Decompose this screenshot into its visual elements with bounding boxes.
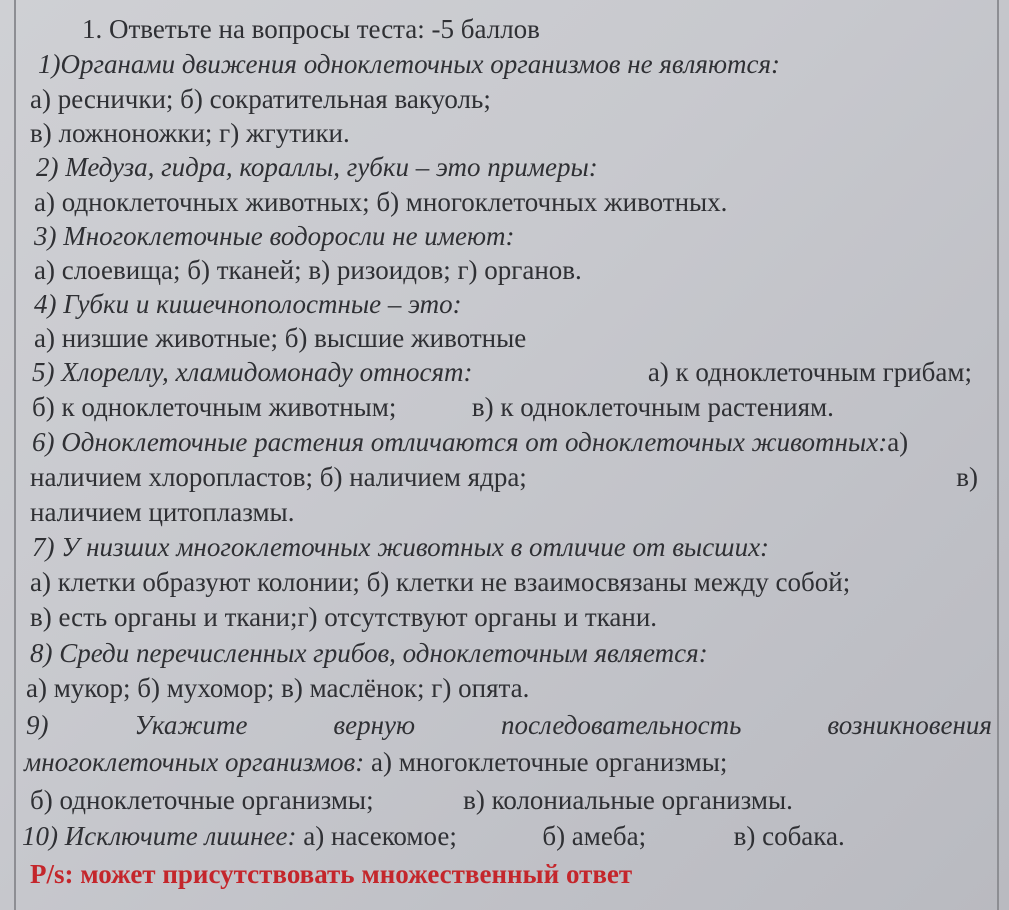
q5-option-b: б) к одноклеточным животным; <box>32 392 397 422</box>
q5-option-c: в) к одноклеточным растениям. <box>471 392 834 422</box>
question-4: 4) Губки и кишечнополостные – это: <box>34 289 462 319</box>
question-9-line-1 <box>26 708 992 742</box>
question-7: 7) У низших многоклеточных животных в отличие от высших: <box>32 532 770 562</box>
q9-option-b: б) одноклеточные организмы; <box>30 785 374 815</box>
q6-option-a-b: наличием хлоропластов; б) наличием ядра; <box>30 462 527 492</box>
q7-options-line-1: а) клетки образуют колонии; б) клетки не взаимосвязаны между собой; <box>30 567 851 597</box>
q9-word-4: последовательность <box>500 710 742 740</box>
test-heading: 1. Ответьте на вопросы теста: -5 баллов <box>82 14 540 44</box>
q5-options-row <box>32 390 834 424</box>
q2-options: а) одноклеточных животных; б) многоклеточных животных. <box>34 187 728 217</box>
question-9-line-2 <box>24 745 727 779</box>
q4-options: а) низшие животные; б) высшие животные <box>34 323 527 353</box>
q1-options-line-2: в) ложноножки; г) жгутики. <box>30 118 350 148</box>
question-10-row <box>22 819 845 853</box>
q9-option-c: в) колониальные организмы. <box>463 785 793 815</box>
q1-options-line-1: а) реснички; б) сократительная вакуоль; <box>30 84 491 114</box>
q6-option-a-marker: а) <box>887 427 909 457</box>
question-2: 2) Медуза, гидра, кораллы, губки – это примеры: <box>36 152 598 182</box>
question-10: 10) Исключите лишнее: <box>22 821 297 851</box>
question-3: 3) Многоклеточные водоросли не имеют: <box>34 221 515 251</box>
q6-option-c-marker: в) <box>956 462 978 492</box>
q6-options-row <box>30 460 978 494</box>
question-6: 6) Одноклеточные растения отличаются от одноклеточных животных: <box>32 427 888 457</box>
question-8: 8) Среди перечисленных грибов, одноклеточным является: <box>30 638 708 668</box>
q9-option-a: а) многоклеточные организмы; <box>370 747 728 777</box>
question-6-row <box>32 425 908 459</box>
question-5: 5) Хлореллу, хламидомонаду относят: <box>32 357 473 387</box>
q9-word-5: возникновения <box>827 710 992 740</box>
q10-option-b: б) амеба; <box>542 821 647 851</box>
q3-options: а) слоевища; б) тканей; в) ризоидов; г) органов. <box>34 255 582 285</box>
q8-options: а) мукор; б) мухомор; в) маслёнок; г) опята. <box>26 673 530 703</box>
q10-option-c: в) собака. <box>733 821 845 851</box>
q9-word-1: 9) <box>26 710 49 740</box>
q9-word-3: верную <box>333 710 416 740</box>
q5-option-a: а) к одноклеточным грибам; <box>647 357 972 387</box>
q7-options-line-2: в) есть органы и ткани;г) отсутствуют органы и ткани. <box>30 602 658 632</box>
q6-option-c: наличием цитоплазмы. <box>30 497 295 527</box>
q9-word-2: Укажите <box>134 710 248 740</box>
question-9: многоклеточных организмов: <box>24 747 365 777</box>
question-5-row <box>32 355 972 389</box>
note-multiple-answers: P/s: может присутствовать множественный ответ <box>30 859 633 889</box>
q10-option-a: а) насекомое; <box>303 821 457 851</box>
q9-options-row <box>30 783 793 817</box>
question-1: 1)Органами движения одноклеточных организмов не являются: <box>38 49 781 79</box>
